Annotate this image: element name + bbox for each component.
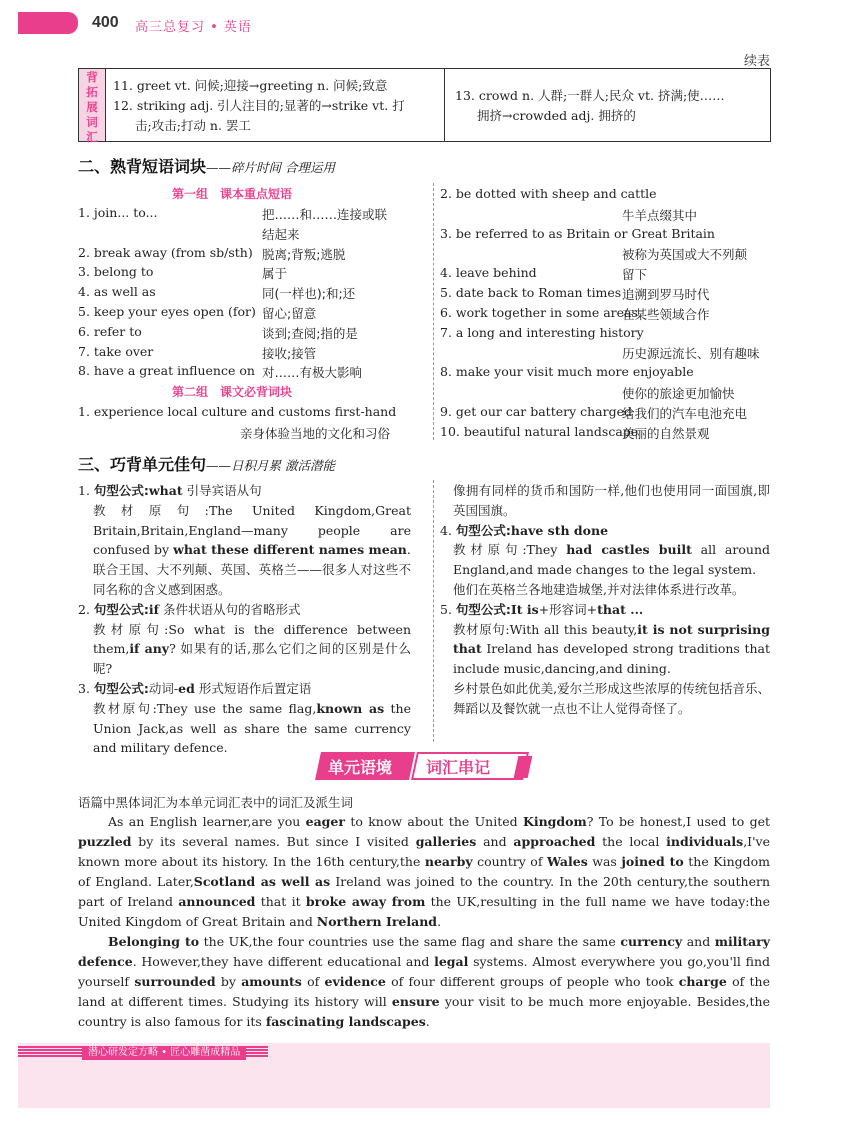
sentence-item: 4. 句型公式:have sth done <box>440 522 609 538</box>
sentence-item: 他们在英格兰各地建造城堡,并对法律体系进行改革。 <box>453 581 745 597</box>
phrase-row: 牛羊点缀其中 <box>622 207 698 223</box>
sentence-list-right <box>440 481 770 719</box>
phrase-row: 结起来 <box>262 226 300 242</box>
phrase-row: 1. experience local culture and customs first-hand <box>78 404 397 419</box>
sentence-item: 2. 句型公式:if 条件状语从句的省略形式 <box>78 601 301 617</box>
sentence-item: 乡村景色如此优美,爱尔兰形成这些浓厚的传统包括音乐、舞蹈以及餐饮就一点也不让人觉得奇怪了。 <box>453 680 770 716</box>
phrase-row: 5. date back to Roman times 追溯到罗马时代 <box>440 284 710 302</box>
extension-side-label: 背 拓 展 词 汇 <box>79 69 106 141</box>
sentence-item: 教材原句:So what is the difference between them,if any? 如果有的话,那么它们之间的区别是什么呢? <box>93 621 411 677</box>
section-heading: 三、巧背单元佳句——日积月累 激活潜能 <box>78 455 335 474</box>
passage-paragraph: Belonging to the UK,the four countries use the same flag and share the same currency and military defence. However,they have different educational and legal systems. Almost everywhere you go,you'll find yourself surrounded by amounts of evidence of four different groups of people who took charge of the land at different times. Studying its history will ensure your visit to be much more enjoyable. Besides,the country is also famous for its fascinating landscapes. <box>78 934 770 1029</box>
phrase-row: 1. join... to... 把……和……连接或联 <box>78 205 388 222</box>
extension-vocab-table <box>78 68 771 142</box>
column-divider <box>433 183 434 440</box>
phrase-row: 被称为英国或大不列颠 <box>622 247 748 263</box>
column-divider <box>433 480 434 742</box>
phrase-row: 2. be dotted with sheep and cattle <box>440 186 657 201</box>
phrase-row: 历史源远流长、别有趣味 <box>622 346 760 362</box>
group-title: 第二组 课文必背词块 <box>172 385 293 399</box>
banner-left-text: 单元语境 <box>328 758 393 777</box>
ext-item: 11. greet vt. 问候;迎接→greeting n. 问候;致意 <box>113 78 388 93</box>
sentence-item: 联合王国、大不列颠、英国、英格兰——很多人对这些不同名称的含义感到困惑。 <box>93 562 411 597</box>
sentence-item: 1. 句型公式:what 引导宾语从句 <box>78 483 262 498</box>
section-heading: 二、熟背短语词块——碎片时间 合理运用 <box>78 157 335 176</box>
phrase-row: 使你的旅途更加愉快 <box>622 385 735 401</box>
sentence-item: 教材原句:The United Kingdom,Great Britain,Britain,England—many people are confused by what these different names mean. <box>93 502 411 558</box>
phrase-list-right <box>440 186 770 443</box>
passage-paragraph: As an English learner,are you eager to know about the United Kingdom? To be honest,I used to get puzzled by its several names. But since I visited galleries and approached the local individuals,I've known more about its history. In the 16th century,the nearby country of Wales was joined to the Kingdom of England. Later,Scotland as well as Ireland was joined to the country. In the 20th century,the southern part of Ireland announced that it broke away from the UK,resulting in the full name we have today:the United Kingdom of Great Britain and Northern Ireland. <box>78 814 771 929</box>
passage-body <box>78 812 770 1032</box>
phrase-row: 8. make your visit much more enjoyable <box>440 364 694 380</box>
sentence-item: 3. 句型公式:动词-ed 形式短语作后置定语 <box>78 680 312 696</box>
phrase-row: 4. leave behind 留下 <box>440 265 648 283</box>
phrase-list-left <box>78 205 430 383</box>
phrase-row: 2. break away (from sb/sth) 脱离;背叛;逃脱 <box>78 244 346 262</box>
phrase-row: 7. take over 接收;接管 <box>78 343 317 361</box>
ext-item: 13. crowd n. 人群;一群人;民众 vt. 挤满;使…… <box>455 88 725 103</box>
sentence-item: 5. 句型公式:It is+形容词+that ... <box>440 601 644 617</box>
banner-right-text: 词汇串记 <box>426 758 491 777</box>
phrase-row: 7. a long and interesting history <box>440 324 644 340</box>
sentence-item: 教材原句:With all this beauty,it is not surprising that Ireland has developed strong traditions that include music,dancing,and dining. <box>453 621 770 677</box>
group-title: 第一组 课本重点短语 <box>172 187 293 201</box>
table-divider <box>444 69 445 141</box>
phrase-row: 亲身体验当地的文化和习俗 <box>240 426 391 441</box>
phrase-row: 6. refer to 谈到;查阅;指的是 <box>78 323 358 341</box>
passage-intro: 语篇中黑体词汇为本单元词汇表中的词汇及派生词 <box>78 795 354 810</box>
footer-slogan: 潜心研发定方略 • 匠心雕凿成精品 <box>82 1046 246 1060</box>
phrase-row: 9. get our car battery charged 给我们的汽车电池充电 <box>440 403 748 421</box>
phrase-row: 10. beautiful natural landscape 美丽的自然景观 <box>440 423 710 441</box>
phrase-row: 3. be referred to as Britain or Great Britain <box>440 225 715 241</box>
sentence-item: 教材原句:They use the same flag,known as the Union Jack,as well as share the same currency and military defence. <box>93 700 411 756</box>
header-tab-decoration <box>18 12 78 34</box>
phrase-row: 4. as well as 同(一样也);和;还 <box>78 284 356 302</box>
ext-item: 拥挤→crowded adj. 拥挤的 <box>477 108 636 123</box>
sentence-list-left <box>78 481 411 758</box>
phrase-row: 8. have a great influence on 对……有极大影响 <box>78 363 363 381</box>
continued-label: 续表 <box>743 54 770 69</box>
unit-context-banner <box>318 752 528 780</box>
ext-item: 击;攻击;打动 n. 罢工 <box>135 118 251 133</box>
sentence-item: 教材原句:They had castles built all around England,and made changes to the legal system. <box>453 542 770 578</box>
phrase-row: 5. keep your eyes open (for) 留心;留意 <box>78 303 317 321</box>
book-title: 高三总复习 • 英语 <box>135 20 252 35</box>
page-number: 400 <box>92 14 119 31</box>
sentence-item: 像拥有同样的货币和国防一样,他们也使用同一面国旗,即英国国旗。 <box>453 483 770 518</box>
ext-item: 12. striking adj. 引人注目的;显著的→strike vt. 打 <box>113 98 405 113</box>
phrase-row: 6. work together in some areas 在某些领域合作 <box>440 304 710 322</box>
phrase-row: 3. belong to 属于 <box>78 264 288 282</box>
